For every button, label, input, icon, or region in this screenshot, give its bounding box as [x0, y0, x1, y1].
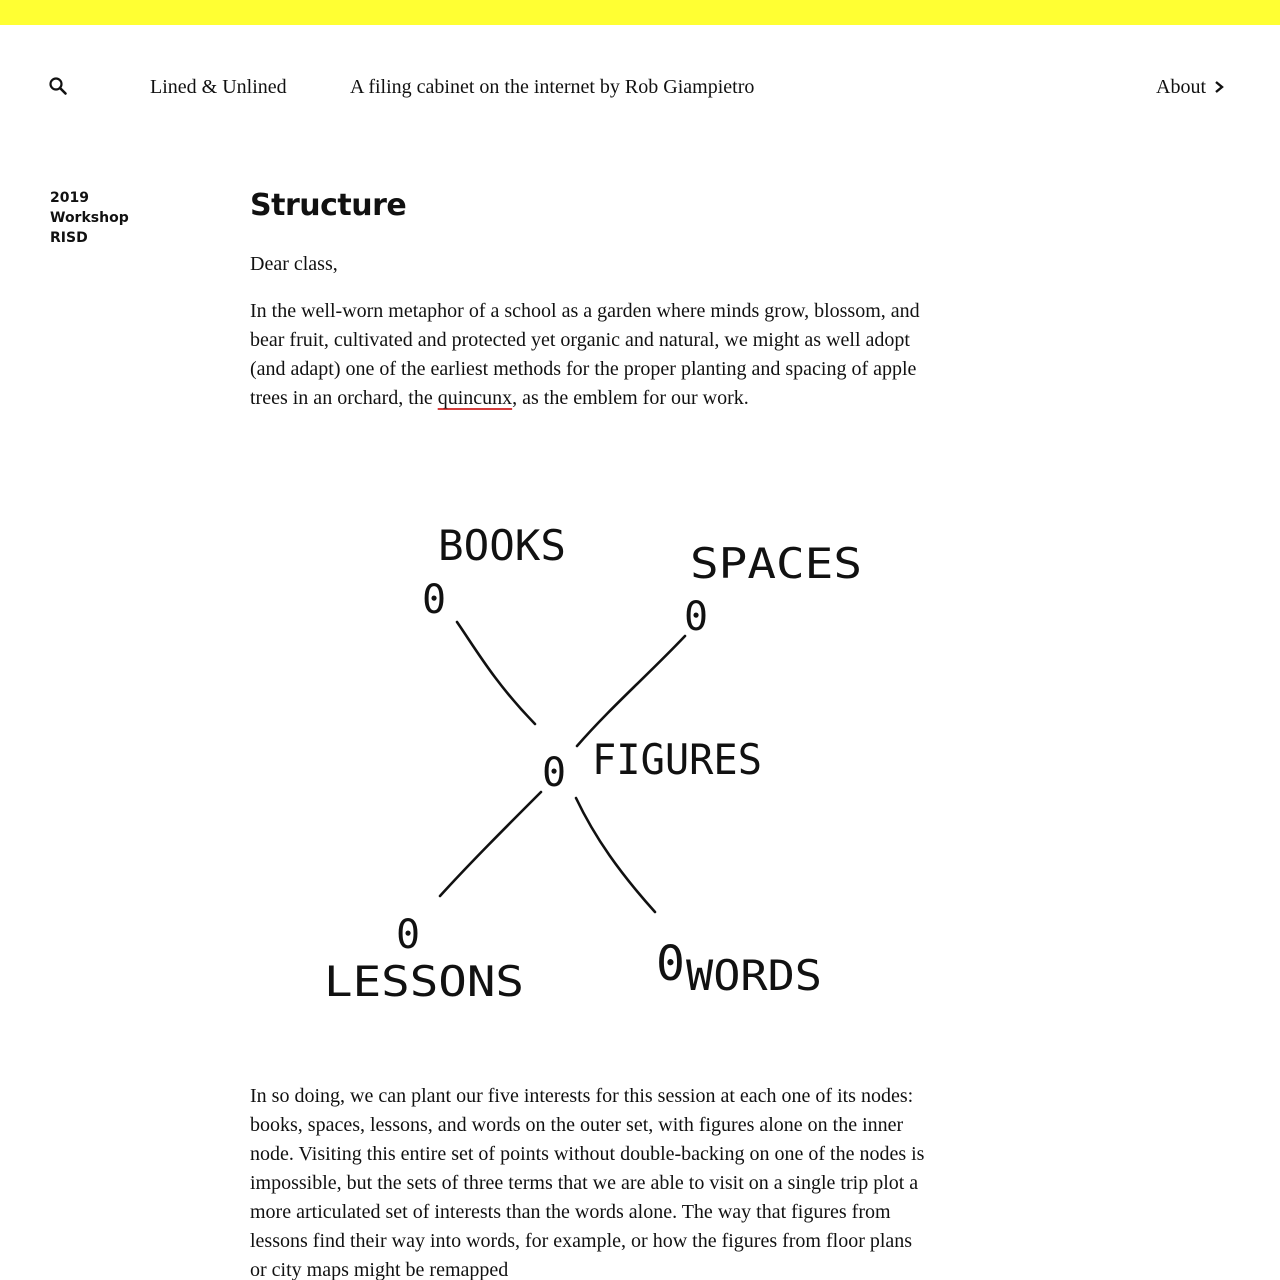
salutation: Dear class, — [250, 253, 338, 275]
intro-text-before: In the well-worn metaphor of a school as a garden where minds grow, blossom, and bear fruit, cultivated and protected yet organic and natural, we might as well adopt (and adapt) one of the earliest methods for the proper planting and spacing of apple trees in an orchard, the — [250, 300, 920, 409]
site-name-link[interactable]: Lined & Unlined — [150, 76, 287, 98]
node-spaces-label: SPACES — [690, 539, 862, 588]
line-books — [457, 622, 535, 724]
about-label: About — [1156, 76, 1206, 98]
node-figures-marker: 0 — [542, 750, 567, 796]
meta-year: 2019 — [50, 190, 89, 206]
node-lessons-marker: 0 — [396, 912, 421, 958]
article-meta — [50, 188, 129, 248]
meta-place: RISD — [50, 230, 88, 246]
site-tagline: A filing cabinet on the internet by Rob Giampietro — [350, 76, 755, 98]
node-books-label: BOOKS — [438, 521, 566, 570]
node-figures-label: FIGURES — [592, 735, 762, 784]
search-button[interactable] — [46, 74, 70, 98]
body-paragraph: In so doing, we can plant our five interests for this session at each one of its nodes: books, spaces, lessons, and words on the outer set, with figures alone on the inner node. Visiting this entire set of points without double-backing on one of the nodes is impossible, but the sets of three terms that we are able to visit on a single trip plot a more articulated set of interests than the words alone. The way that figures from lessons find their way into words, for example, or how the figures from floor plans or city maps might be remapped — [250, 1085, 925, 1280]
page-title: Structure — [250, 188, 407, 223]
node-lessons-label: LESSONS — [324, 957, 524, 1006]
top-accent-bar — [0, 0, 1280, 25]
line-words — [576, 798, 655, 912]
line-spaces — [577, 636, 685, 746]
quincunx-diagram — [250, 498, 940, 1038]
meta-type: Workshop — [50, 210, 129, 226]
node-words-label: WORDS — [686, 951, 822, 1000]
search-icon — [46, 74, 70, 98]
article-body — [250, 184, 940, 413]
site-header — [0, 60, 1280, 116]
node-books-marker: 0 — [422, 577, 447, 623]
line-lessons — [440, 792, 541, 896]
intro-text-after: , as the emblem for our work. — [512, 387, 749, 409]
chevron-right-icon — [1212, 79, 1226, 95]
about-link[interactable] — [1156, 74, 1226, 100]
quincunx-link[interactable]: quincunx — [437, 387, 513, 409]
node-spaces-marker: 0 — [684, 594, 709, 640]
intro-paragraph — [250, 297, 925, 413]
node-words-marker: 0 — [656, 936, 685, 992]
